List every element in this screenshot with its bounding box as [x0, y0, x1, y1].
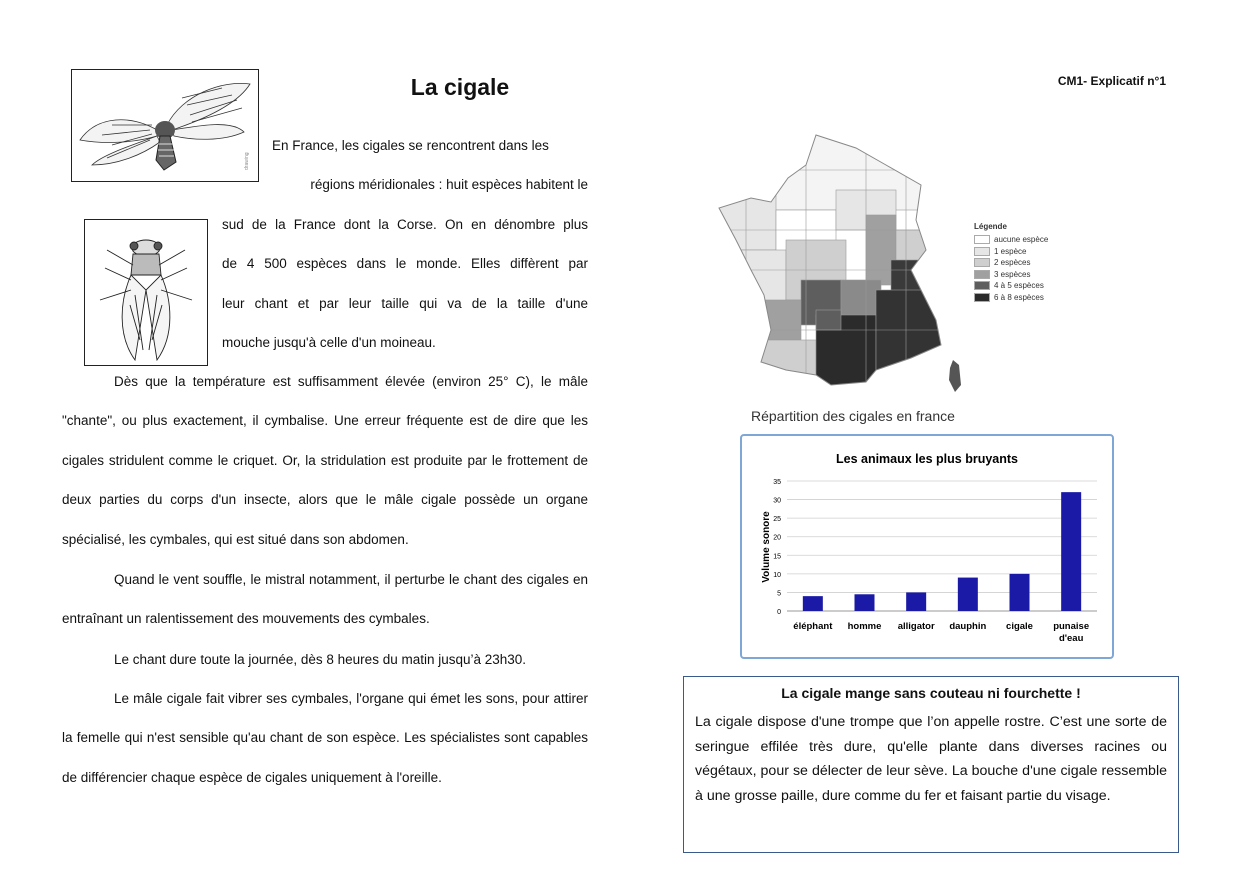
legend-swatch	[974, 270, 990, 279]
level-tag: CM1- Explicatif n°1	[1057, 74, 1166, 88]
legend-item	[974, 269, 1048, 281]
paragraph-4: Le chant dure toute la journée, dès 8 heures du matin jusqu’à 23h30.	[114, 652, 527, 667]
legend-label: aucune espèce	[994, 235, 1049, 245]
legend-label: 3 espèces	[994, 269, 1031, 279]
y-tick-label: 30	[773, 497, 781, 505]
legend-item	[974, 257, 1048, 269]
y-tick-label: 20	[773, 534, 781, 542]
y-tick-label: 15	[773, 553, 781, 561]
paragraph-1-line-2: régions méridionales : huit espèces habitent le	[310, 177, 588, 192]
x-tick-label: dauphin	[949, 621, 987, 632]
legend-label: 1 espèce	[994, 246, 1027, 256]
paragraph-1-line-4: de 4 500 espèces dans le monde. Elles diffèrent par	[222, 256, 588, 271]
chart-bar	[803, 596, 823, 611]
x-tick-label: éléphant	[793, 621, 833, 632]
chart-y-axis-label: Volume sonore	[761, 511, 772, 583]
y-tick-label: 10	[773, 571, 781, 579]
info-box-title: La cigale mange sans couteau ni fourchette !	[781, 685, 1081, 701]
chart-bar	[1010, 574, 1030, 611]
legend-item	[974, 292, 1048, 304]
chart-bar	[855, 594, 875, 611]
y-tick-label: 35	[773, 479, 781, 486]
legend-swatch	[974, 235, 990, 244]
legend-swatch	[974, 281, 990, 290]
france-distribution-map	[716, 130, 966, 395]
paragraph-1-line-6: mouche jusqu'à celle d'un moineau.	[222, 335, 436, 350]
paragraph-1-line-5: leur chant et par leur taille qui va de la taille d'une	[222, 296, 588, 311]
chart-svg	[742, 436, 1112, 657]
legend-swatch	[974, 247, 990, 256]
y-tick-label: 25	[773, 516, 781, 524]
legend-title: Légende	[974, 222, 1007, 231]
chart-bar	[1061, 492, 1081, 611]
loudest-animals-chart	[740, 434, 1114, 659]
legend-item	[974, 280, 1048, 292]
legend-label: 4 à 5 espèces	[994, 281, 1044, 291]
legend-item	[974, 246, 1048, 258]
chart-title: Les animaux les plus bruyants	[835, 452, 1019, 466]
y-tick-label: 5	[777, 590, 781, 598]
legend-swatch	[974, 293, 990, 302]
x-tick-label: d'eau	[1058, 633, 1084, 644]
info-box-text: La cigale dispose d'une trompe que l’on appelle rostre. C’est une sorte de seringue effilée très dure, qu'elle plante dans diverses racines ou végétaux, pour se délecter de leur sève. La bouche d'une cigale ressemble à une grosse paille, dure comme du fer et faisant partie du visage.	[695, 714, 1167, 804]
x-tick-label: homme	[847, 621, 882, 632]
paragraph-5: Le mâle cigale fait vibrer ses cymbales, l'organe qui émet les sons, pour attirer la femelle qui n'est sensible qu'au chant de son espèce. Les spécialistes sont capables de différencier chaque espèce de cigales uniquement à l'oreille.	[62, 691, 588, 785]
page-title: La cigale	[410, 74, 510, 100]
paragraph-2: Dès que la température est suffisamment élevée (environ 25° C), le mâle "chante", ou plus exactement, il cymbalise. Une erreur fréquente est de dire que les cigales stridulent comme le criquet. Or, la stridulation est produite par le frottement de deux parties du corps d'un insecte, alors que le mâle cigale possède un organe spécialisé, les cymbales, qui est situé dans son abdomen.	[62, 374, 588, 547]
svg-text:drawing: drawing	[244, 152, 250, 170]
cicada-flying-illustration	[71, 69, 259, 182]
map-legend	[974, 222, 1048, 303]
x-tick-label: punaise	[1053, 621, 1090, 632]
paragraph-1-line-1: En France, les cigales se rencontrent dans les	[272, 138, 549, 153]
y-tick-label: 0	[777, 609, 781, 616]
legend-item	[974, 234, 1048, 246]
chart-bar	[958, 578, 978, 611]
info-box	[683, 676, 1179, 853]
legend-label: 2 espèces	[994, 258, 1031, 268]
paragraph-1-line-3: sud de la France dont la Corse. On en dénombre plus	[222, 217, 588, 232]
chart-bar	[906, 592, 926, 611]
legend-swatch	[974, 258, 990, 267]
paragraph-3: Quand le vent souffle, le mistral notamment, il perturbe le chant des cigales en entraînant un ralentissement des mouvements des cymbales.	[62, 572, 588, 627]
x-tick-label: cigale	[1006, 621, 1033, 632]
cicada-top-illustration	[84, 219, 208, 366]
legend-label: 6 à 8 espèces	[994, 292, 1044, 302]
x-tick-label: alligator	[897, 621, 935, 632]
map-caption: Répartition des cigales en france	[751, 408, 955, 424]
